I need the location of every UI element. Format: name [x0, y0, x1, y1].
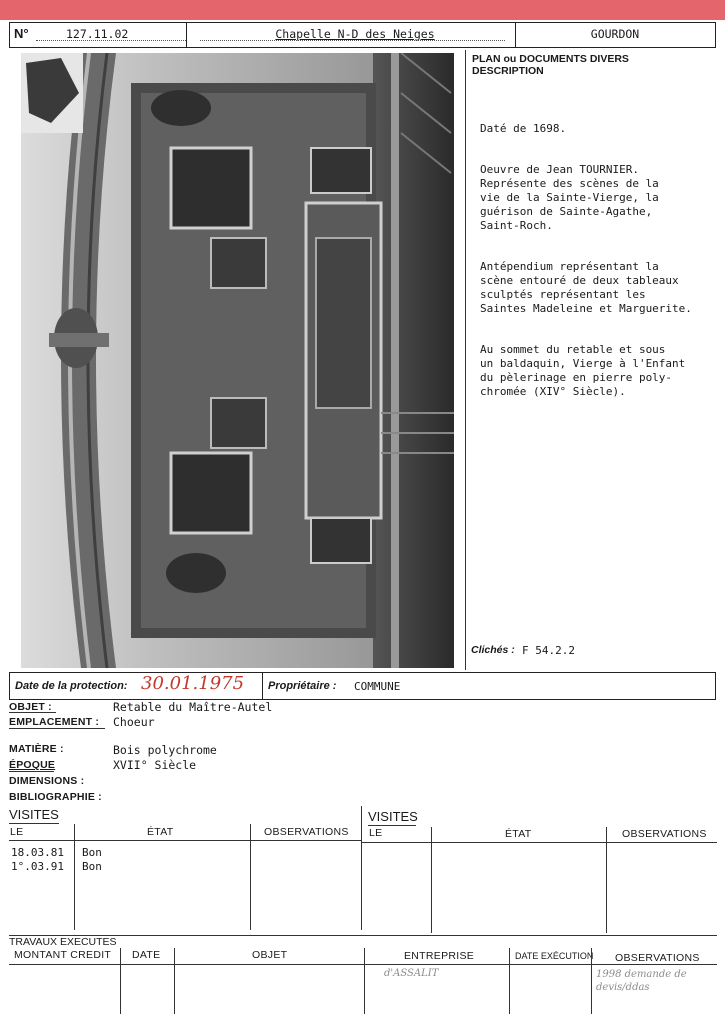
visite-date: 18.03.81	[11, 846, 64, 859]
travaux-col-divider	[364, 948, 365, 1014]
protection-divider	[262, 673, 263, 699]
protection-date-value: 30.01.1975	[141, 673, 245, 694]
cliches-label: Clichés :	[471, 644, 515, 656]
numero-label: N°	[14, 26, 29, 41]
retable-photo-image	[21, 53, 454, 668]
header-divider-2	[515, 23, 516, 47]
description-heading-line2: DESCRIPTION	[472, 65, 544, 77]
col-objet: OBJET	[252, 949, 288, 961]
visites-right-header-rule	[362, 842, 717, 843]
visites-title-right-underline	[368, 825, 416, 826]
cliches-value: F 54.2.2	[522, 644, 575, 657]
record-header	[9, 22, 716, 48]
bibliographie-label: BIBLIOGRAPHIE :	[9, 791, 102, 803]
matiere-label: MATIÈRE :	[9, 743, 64, 755]
travaux-col-divider	[591, 948, 592, 1014]
visites-col-divider	[74, 824, 75, 930]
commune-name: GOURDON	[590, 27, 640, 41]
description-heading	[472, 53, 629, 77]
visites-right-col-divider	[431, 827, 432, 933]
col-montant-credit: MONTANT CREDIT	[14, 949, 112, 961]
visite-etat: Bon	[82, 846, 102, 859]
travaux-col-divider	[174, 948, 175, 1014]
description-paragraph: Daté de 1698.	[480, 122, 567, 135]
col-etat: ÉTAT	[147, 826, 174, 838]
numero-value: 127.11.02	[66, 27, 129, 41]
col-entreprise: ENTREPRISE	[404, 950, 475, 962]
observations-handwritten-note: 1998 demande de devis/ddas	[596, 969, 687, 993]
col-date-execution: DATE EXÉCUTION	[515, 951, 594, 961]
description-divider	[465, 50, 468, 670]
visites-col-divider	[250, 824, 251, 930]
proprietaire-label: Propriétaire :	[268, 680, 337, 692]
col-le: LE	[10, 826, 24, 838]
description-heading-line1: PLAN ou DOCUMENTS DIVERS	[472, 53, 629, 65]
epoque-label: ÉPOQUE	[9, 759, 56, 771]
col-date: DATE	[132, 949, 161, 961]
emplacement-value: Choeur	[113, 715, 155, 729]
epoque-underline	[9, 771, 54, 772]
description-paragraph: Antépendium représentant la scène entouré de deux tableaux sculptés représentant les Saintes Madeleine et Marguerite.	[480, 260, 692, 315]
description-paragraph: Oeuvre de Jean TOURNIER. Représente des scènes de la vie de la Sainte-Vierge, la guérison de Sainte-Agathe, Saint-Roch.	[480, 163, 659, 232]
visite-etat: Bon	[82, 860, 102, 873]
col-observations-right: OBSERVATIONS	[622, 828, 707, 840]
travaux-col-divider	[120, 948, 121, 1014]
retable-photograph	[21, 53, 454, 668]
emplacement-underline	[9, 728, 105, 729]
emplacement-label: EMPLACEMENT :	[9, 716, 100, 728]
objet-underline	[9, 712, 56, 713]
edifice-name: Chapelle N-D des Neiges	[275, 27, 435, 41]
entreprise-handwritten-note: d'ASSALIT	[384, 968, 439, 979]
col-le-right: LE	[369, 827, 383, 839]
protection-box	[9, 672, 716, 700]
visites-table-divider	[361, 806, 362, 930]
objet-value: Retable du Maître-Autel	[113, 700, 273, 714]
col-observations: OBSERVATIONS	[264, 826, 349, 838]
protection-date-label: Date de la protection:	[15, 680, 128, 692]
travaux-title: TRAVAUX EXECUTES	[9, 936, 117, 948]
visites-title: VISITES	[9, 807, 59, 822]
visites-title-underline	[9, 823, 59, 824]
epoque-value: XVII° Siècle	[113, 758, 197, 772]
col-etat-right: ÉTAT	[505, 828, 532, 840]
proprietaire-value: COMMUNE	[354, 680, 401, 693]
travaux-col-divider	[509, 948, 510, 1014]
visites-right-col-divider	[606, 827, 607, 933]
visites-title-right: VISITES	[368, 809, 418, 824]
visites-header-rule	[9, 840, 361, 841]
visite-date: 1°.03.91	[11, 860, 64, 873]
description-text	[480, 108, 720, 426]
travaux-header-rule	[9, 964, 717, 965]
top-color-band	[0, 0, 725, 20]
objet-label: OBJET :	[9, 701, 52, 713]
header-divider-1	[186, 23, 187, 47]
description-paragraph: Au sommet du retable et sous un baldaquin, Vierge à l'Enfant du pèlerinage en pierre poly- chromée (XIV° Siècle).	[480, 343, 686, 398]
matiere-value: Bois polychrome	[113, 743, 217, 757]
col-observations-travaux: OBSERVATIONS	[615, 952, 700, 964]
dimensions-label: DIMENSIONS :	[9, 775, 85, 787]
